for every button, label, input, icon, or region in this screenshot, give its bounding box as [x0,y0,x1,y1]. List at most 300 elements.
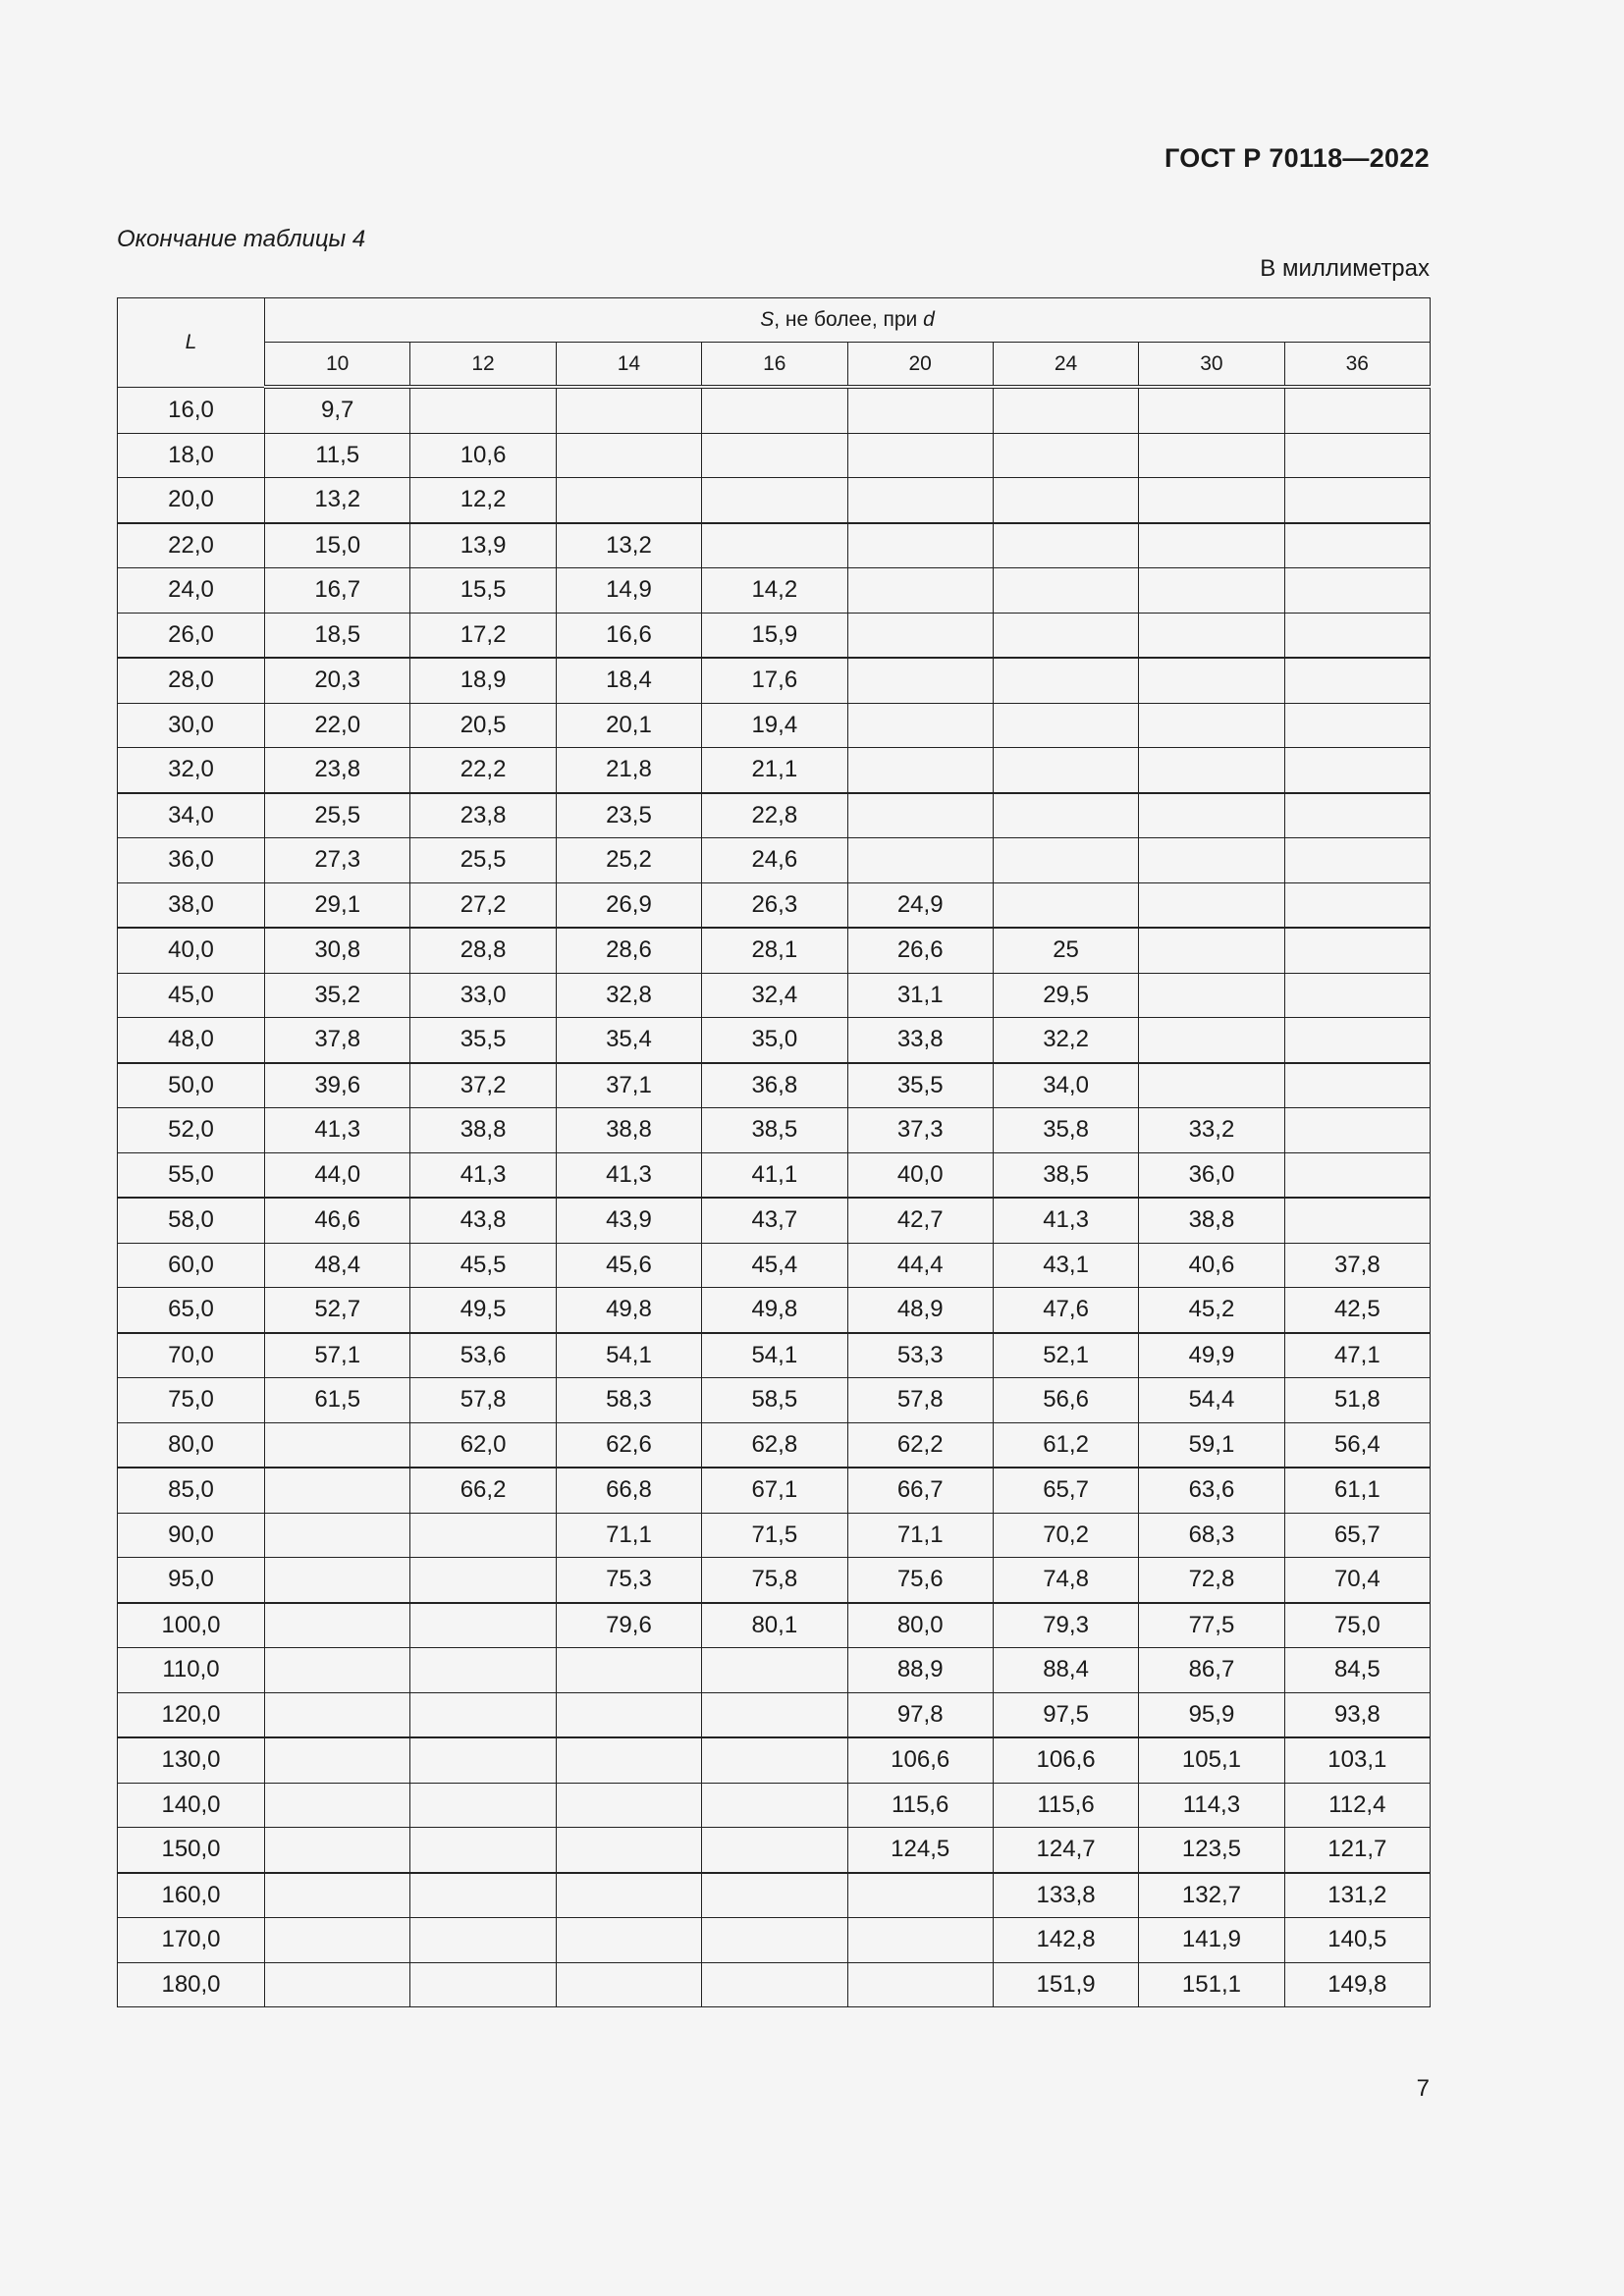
value-cell [265,1692,410,1737]
value-cell [993,523,1138,568]
value-cell: 35,5 [410,1018,556,1063]
value-cell: 75,0 [1284,1603,1430,1648]
value-cell: 40,6 [1139,1243,1284,1288]
value-cell [1284,658,1430,703]
value-cell: 84,5 [1284,1648,1430,1693]
value-cell [556,1828,701,1873]
table-row [118,523,1431,568]
value-cell [265,1422,410,1468]
value-cell [1284,1198,1430,1243]
value-cell: 97,5 [993,1692,1138,1737]
value-cell [410,1918,556,1963]
value-cell: 38,5 [702,1108,847,1153]
value-cell: 32,2 [993,1018,1138,1063]
value-cell: 31,1 [847,973,993,1018]
table-row [118,1152,1431,1198]
value-cell [1284,973,1430,1018]
value-cell [265,1918,410,1963]
value-cell: 18,5 [265,613,410,658]
value-cell: 93,8 [1284,1692,1430,1737]
value-cell [1284,568,1430,614]
value-cell: 33,2 [1139,1108,1284,1153]
row-length-cell: 58,0 [118,1198,265,1243]
row-length-cell: 60,0 [118,1243,265,1288]
page-number: 7 [1416,2075,1430,2102]
value-cell [1284,748,1430,793]
value-cell: 44,0 [265,1152,410,1198]
value-cell [702,1962,847,2007]
value-cell [702,1648,847,1693]
value-cell [1139,1018,1284,1063]
value-cell: 18,9 [410,658,556,703]
value-cell [556,1962,701,2007]
value-cell [847,523,993,568]
value-cell [265,1962,410,2007]
value-cell: 45,2 [1139,1288,1284,1333]
column-header: 16 [702,343,847,388]
value-cell [556,433,701,478]
value-cell: 70,2 [993,1513,1138,1558]
group-header-param: d [923,308,935,331]
row-length-cell: 75,0 [118,1378,265,1423]
value-cell: 151,1 [1139,1962,1284,2007]
value-cell: 49,8 [556,1288,701,1333]
value-cell: 32,4 [702,973,847,1018]
value-cell [1139,568,1284,614]
value-cell: 41,3 [556,1152,701,1198]
row-length-cell: 150,0 [118,1828,265,1873]
value-cell: 71,1 [847,1513,993,1558]
value-cell [265,1873,410,1918]
value-cell: 24,9 [847,882,993,928]
value-cell [556,478,701,523]
value-cell: 97,8 [847,1692,993,1737]
value-cell [1139,478,1284,523]
value-cell: 25 [993,928,1138,973]
row-length-cell: 16,0 [118,387,265,433]
table-row [118,973,1431,1018]
value-cell: 38,8 [1139,1198,1284,1243]
row-length-cell: 52,0 [118,1108,265,1153]
table-row [118,1198,1431,1243]
value-cell: 41,3 [993,1198,1138,1243]
value-cell [702,1918,847,1963]
table-row [118,1243,1431,1288]
value-cell: 26,6 [847,928,993,973]
row-length-cell: 30,0 [118,703,265,748]
value-cell: 17,2 [410,613,556,658]
row-length-cell: 55,0 [118,1152,265,1198]
value-cell [1139,433,1284,478]
value-cell: 13,9 [410,523,556,568]
table-row [118,1422,1431,1468]
value-cell: 75,3 [556,1558,701,1603]
value-cell [265,1648,410,1693]
value-cell: 14,9 [556,568,701,614]
value-cell [410,1737,556,1783]
table-row [118,1018,1431,1063]
value-cell: 35,0 [702,1018,847,1063]
document-code: ГОСТ Р 70118—2022 [1164,143,1430,173]
units-label: В миллиметрах [1260,255,1430,282]
row-length-cell: 130,0 [118,1737,265,1783]
value-cell: 71,1 [556,1513,701,1558]
table-row [118,1108,1431,1153]
value-cell: 22,8 [702,793,847,838]
value-cell [265,1603,410,1648]
table-row [118,1513,1431,1558]
row-header-l: L [118,298,265,388]
row-length-cell: 180,0 [118,1962,265,2007]
value-cell [265,1828,410,1873]
value-cell: 79,3 [993,1603,1138,1648]
value-cell: 121,7 [1284,1828,1430,1873]
row-length-cell: 48,0 [118,1018,265,1063]
value-cell [1284,523,1430,568]
value-cell: 80,1 [702,1603,847,1648]
table-row [118,568,1431,614]
row-length-cell: 70,0 [118,1333,265,1378]
value-cell: 17,6 [702,658,847,703]
value-cell: 23,8 [410,793,556,838]
value-cell [847,433,993,478]
value-cell [1139,882,1284,928]
value-cell: 36,8 [702,1063,847,1108]
table-row [118,703,1431,748]
value-cell: 35,5 [847,1063,993,1108]
value-cell [556,1648,701,1693]
value-cell: 106,6 [993,1737,1138,1783]
value-cell: 45,4 [702,1243,847,1288]
value-cell [1139,658,1284,703]
row-length-cell: 170,0 [118,1918,265,1963]
value-cell [847,568,993,614]
value-cell [410,1603,556,1648]
table-row [118,1737,1431,1783]
value-cell: 124,7 [993,1828,1138,1873]
value-cell: 22,2 [410,748,556,793]
value-cell: 45,6 [556,1243,701,1288]
value-cell: 15,0 [265,523,410,568]
value-cell: 62,2 [847,1422,993,1468]
value-cell: 14,2 [702,568,847,614]
column-header: 12 [410,343,556,388]
table-row [118,387,1431,433]
value-cell: 34,0 [993,1063,1138,1108]
value-cell: 86,7 [1139,1648,1284,1693]
value-cell [1284,1108,1430,1153]
row-length-cell: 36,0 [118,838,265,883]
value-cell: 39,6 [265,1063,410,1108]
table-row [118,748,1431,793]
value-cell: 21,8 [556,748,701,793]
row-length-cell: 38,0 [118,882,265,928]
dimensions-table [117,297,1431,2007]
value-cell [1139,613,1284,658]
value-cell [993,433,1138,478]
value-cell: 49,8 [702,1288,847,1333]
value-cell [702,1737,847,1783]
row-length-cell: 95,0 [118,1558,265,1603]
value-cell: 37,1 [556,1063,701,1108]
value-cell: 25,5 [265,793,410,838]
value-cell: 47,6 [993,1288,1138,1333]
value-cell: 59,1 [1139,1422,1284,1468]
table-row [118,1873,1431,1918]
value-cell: 20,5 [410,703,556,748]
value-cell [1139,748,1284,793]
value-cell [1139,703,1284,748]
value-cell: 43,1 [993,1243,1138,1288]
value-cell [993,882,1138,928]
value-cell [993,613,1138,658]
value-cell [702,478,847,523]
value-cell [1284,478,1430,523]
value-cell: 114,3 [1139,1783,1284,1828]
value-cell: 52,1 [993,1333,1138,1378]
value-cell [1139,1063,1284,1108]
value-cell [1284,838,1430,883]
value-cell [847,1918,993,1963]
value-cell: 46,6 [265,1198,410,1243]
value-cell: 66,8 [556,1468,701,1513]
value-cell: 12,2 [410,478,556,523]
value-cell: 61,5 [265,1378,410,1423]
value-cell: 28,8 [410,928,556,973]
value-cell [1284,793,1430,838]
value-cell: 32,8 [556,973,701,1018]
value-cell: 29,5 [993,973,1138,1018]
row-length-cell: 20,0 [118,478,265,523]
row-length-cell: 65,0 [118,1288,265,1333]
value-cell [702,1783,847,1828]
value-cell: 33,8 [847,1018,993,1063]
table-row [118,1288,1431,1333]
value-cell [702,1873,847,1918]
value-cell [1284,1152,1430,1198]
group-header-var: S [760,308,775,331]
value-cell: 33,0 [410,973,556,1018]
value-cell: 25,2 [556,838,701,883]
value-cell: 115,6 [847,1783,993,1828]
value-cell [556,1918,701,1963]
column-header: 24 [993,343,1138,388]
table-row [118,1648,1431,1693]
value-cell [556,1692,701,1737]
value-cell: 71,5 [702,1513,847,1558]
value-cell [265,1783,410,1828]
value-cell: 132,7 [1139,1873,1284,1918]
value-cell [993,703,1138,748]
value-cell: 53,6 [410,1333,556,1378]
value-cell [1284,928,1430,973]
value-cell [847,748,993,793]
value-cell: 65,7 [993,1468,1138,1513]
value-cell: 28,6 [556,928,701,973]
value-cell: 105,1 [1139,1737,1284,1783]
value-cell: 75,8 [702,1558,847,1603]
value-cell: 43,7 [702,1198,847,1243]
value-cell: 35,8 [993,1108,1138,1153]
value-cell [410,1513,556,1558]
value-cell: 41,3 [410,1152,556,1198]
value-cell: 26,9 [556,882,701,928]
value-cell [1284,613,1430,658]
value-cell: 44,4 [847,1243,993,1288]
value-cell: 66,2 [410,1468,556,1513]
value-cell [1139,838,1284,883]
value-cell [847,838,993,883]
value-cell: 68,3 [1139,1513,1284,1558]
value-cell: 124,5 [847,1828,993,1873]
row-length-cell: 120,0 [118,1692,265,1737]
value-cell: 56,4 [1284,1422,1430,1468]
value-cell: 57,8 [410,1378,556,1423]
value-cell [993,478,1138,523]
value-cell: 23,8 [265,748,410,793]
row-length-cell: 34,0 [118,793,265,838]
value-cell: 35,4 [556,1018,701,1063]
value-cell: 43,9 [556,1198,701,1243]
value-cell [1284,433,1430,478]
value-cell [993,838,1138,883]
value-cell [847,387,993,433]
value-cell: 95,9 [1139,1692,1284,1737]
row-length-cell: 50,0 [118,1063,265,1108]
value-cell: 58,3 [556,1378,701,1423]
value-cell: 43,8 [410,1198,556,1243]
value-cell: 10,6 [410,433,556,478]
value-cell: 15,5 [410,568,556,614]
table-row [118,1333,1431,1378]
row-length-cell: 160,0 [118,1873,265,1918]
value-cell [847,658,993,703]
column-header: 20 [847,343,993,388]
table-row [118,1558,1431,1603]
column-header: 14 [556,343,701,388]
value-cell: 27,3 [265,838,410,883]
row-length-cell: 85,0 [118,1468,265,1513]
table-row [118,838,1431,883]
value-cell: 11,5 [265,433,410,478]
value-cell: 88,4 [993,1648,1138,1693]
value-cell: 133,8 [993,1873,1138,1918]
value-cell: 54,1 [556,1333,701,1378]
value-cell: 72,8 [1139,1558,1284,1603]
value-cell: 21,1 [702,748,847,793]
value-cell [993,748,1138,793]
value-cell: 13,2 [556,523,701,568]
value-cell [1139,793,1284,838]
value-cell [1139,523,1284,568]
table-row [118,928,1431,973]
value-cell [556,1737,701,1783]
value-cell: 22,0 [265,703,410,748]
table-row [118,1783,1431,1828]
value-cell: 20,1 [556,703,701,748]
value-cell: 37,3 [847,1108,993,1153]
value-cell: 67,1 [702,1468,847,1513]
table-body [118,387,1431,2007]
value-cell [702,387,847,433]
row-length-cell: 32,0 [118,748,265,793]
row-length-cell: 140,0 [118,1783,265,1828]
value-cell: 149,8 [1284,1962,1430,2007]
value-cell: 80,0 [847,1603,993,1648]
value-cell: 29,1 [265,882,410,928]
value-cell: 70,4 [1284,1558,1430,1603]
value-cell [1284,387,1430,433]
value-cell: 45,5 [410,1243,556,1288]
value-cell: 74,8 [993,1558,1138,1603]
value-cell: 20,3 [265,658,410,703]
value-cell [847,478,993,523]
row-length-cell: 90,0 [118,1513,265,1558]
value-cell: 79,6 [556,1603,701,1648]
column-header: 30 [1139,343,1284,388]
value-cell: 37,8 [265,1018,410,1063]
value-cell: 63,6 [1139,1468,1284,1513]
row-length-cell: 80,0 [118,1422,265,1468]
value-cell [410,1648,556,1693]
value-cell: 75,6 [847,1558,993,1603]
row-length-cell: 100,0 [118,1603,265,1648]
value-cell: 38,8 [556,1108,701,1153]
value-cell [993,658,1138,703]
value-cell [847,1962,993,2007]
value-cell [556,387,701,433]
value-cell [1284,703,1430,748]
table-row [118,1468,1431,1513]
value-cell [847,1873,993,1918]
table-row [118,1692,1431,1737]
value-cell: 30,8 [265,928,410,973]
value-cell: 56,6 [993,1378,1138,1423]
value-cell: 41,1 [702,1152,847,1198]
value-cell [410,1962,556,2007]
value-cell [265,1737,410,1783]
value-cell: 38,8 [410,1108,556,1153]
table-row [118,1962,1431,2007]
value-cell: 54,1 [702,1333,847,1378]
value-cell [1284,1018,1430,1063]
value-cell: 23,5 [556,793,701,838]
value-cell [410,1783,556,1828]
group-header [265,298,1431,343]
group-header-text: , не более, при [774,308,924,331]
value-cell: 26,3 [702,882,847,928]
value-cell: 65,7 [1284,1513,1430,1558]
value-cell [702,433,847,478]
value-cell: 16,6 [556,613,701,658]
value-cell: 142,8 [993,1918,1138,1963]
table-row [118,613,1431,658]
value-cell: 112,4 [1284,1783,1430,1828]
value-cell [556,1783,701,1828]
value-cell: 53,3 [847,1333,993,1378]
value-cell [410,1558,556,1603]
row-length-cell: 45,0 [118,973,265,1018]
value-cell: 41,3 [265,1108,410,1153]
value-cell: 9,7 [265,387,410,433]
value-cell: 13,2 [265,478,410,523]
value-cell: 51,8 [1284,1378,1430,1423]
row-length-cell: 26,0 [118,613,265,658]
value-cell [265,1468,410,1513]
column-header-row [118,343,1431,388]
value-cell: 37,8 [1284,1243,1430,1288]
value-cell [1284,882,1430,928]
